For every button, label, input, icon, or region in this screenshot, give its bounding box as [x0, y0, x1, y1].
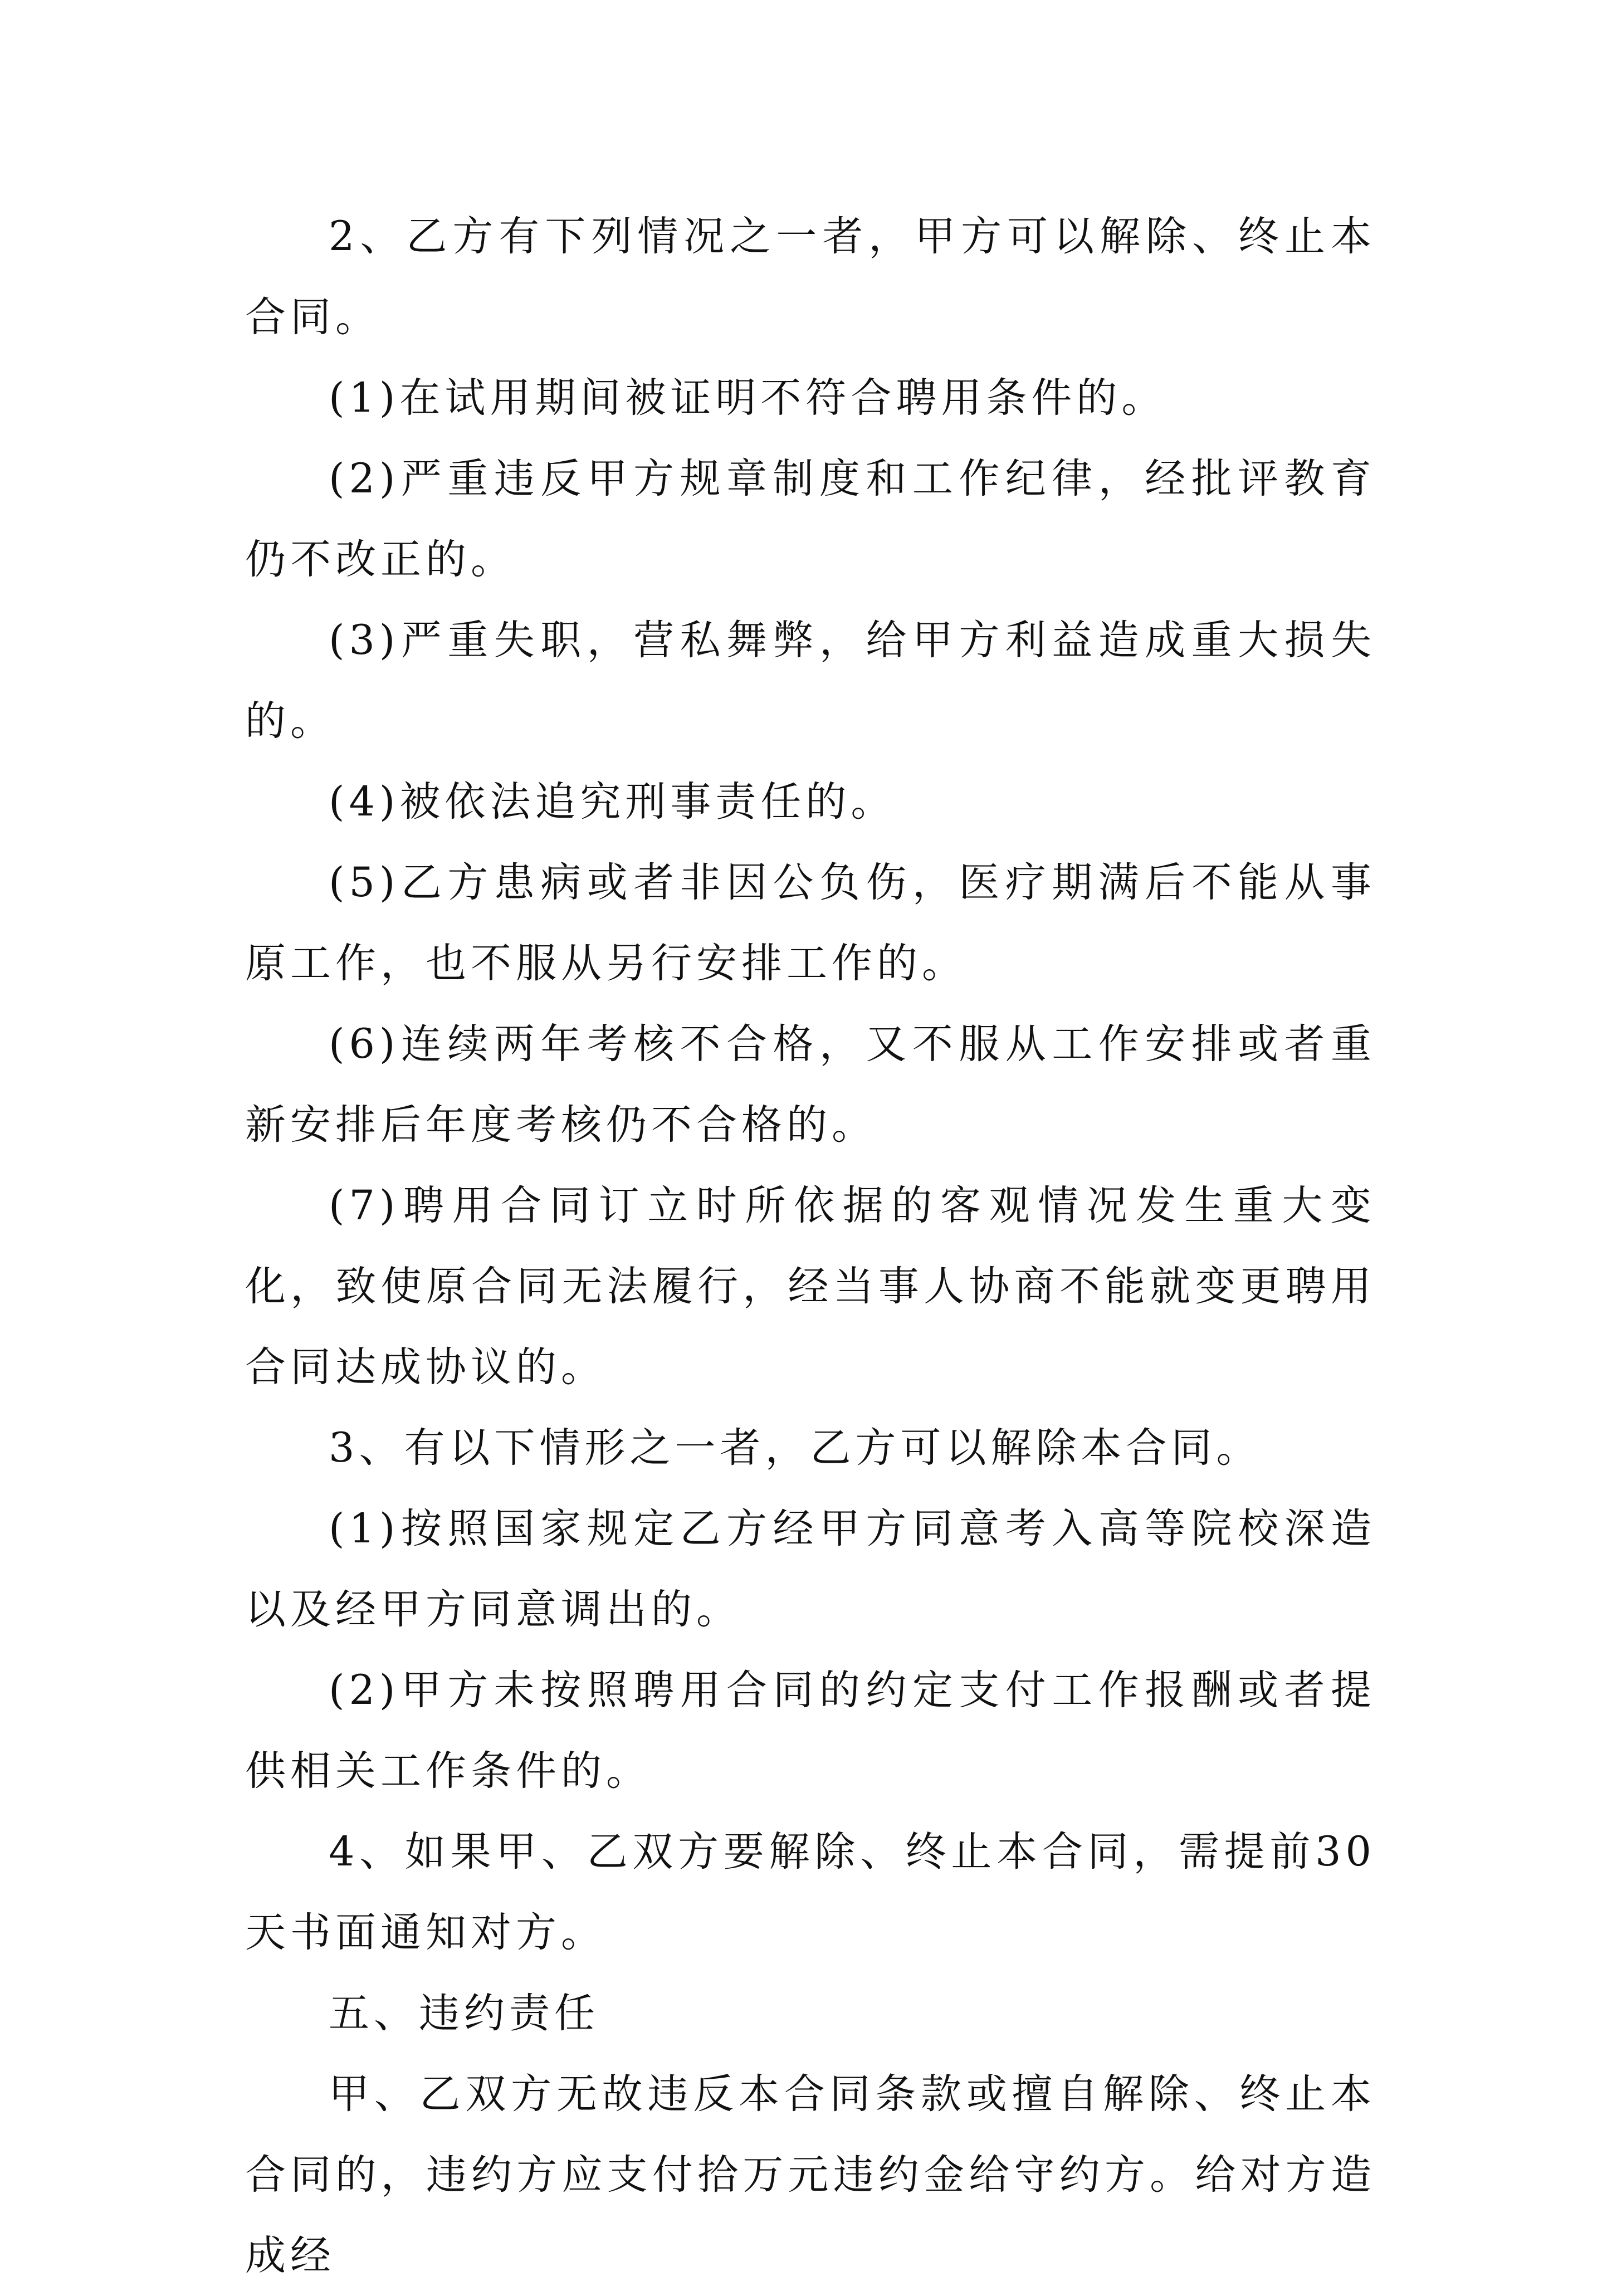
paragraph-clause-2-item-1: (1)在试用期间被证明不符合聘用条件的。: [329, 374, 1167, 422]
paragraph-liability-body: 甲、乙双方无故违反本合同条款或擅自解除、终止本合同的，违约方应支付拾万元违约金给守约方。给对方造成经: [245, 2070, 1376, 2279]
paragraph-clause-2-item-7: (7)聘用合同订立时所依据的客观情况发生重大变化，致使原合同无法履行，经当事人协商不能就变更聘用合同达成协议的。: [245, 1182, 1376, 1391]
section-heading-liability: 五、违约责任: [329, 1990, 599, 2037]
paragraph-clause-3-item-1: (1)按照国家规定乙方经甲方同意考入高等院校深造以及经甲方同意调出的。: [245, 1505, 1376, 1633]
paragraph-clause-2-item-3: (3)严重失职，营私舞弊，给甲方利益造成重大损失的。: [245, 617, 1376, 745]
paragraph-clause-3: 3、有以下情形之一者，乙方可以解除本合同。: [329, 1424, 1262, 1472]
paragraph-clause-3-item-2: (2)甲方未按照聘用合同的约定支付工作报酬或者提供相关工作条件的。: [245, 1667, 1376, 1795]
document-body: [245, 196, 1376, 2296]
paragraph-clause-4: 4、如果甲、乙双方要解除、终止本合同，需提前30天书面通知对方。: [245, 1828, 1376, 1956]
paragraph-clause-2: 2、乙方有下列情况之一者，甲方可以解除、终止本合同。: [245, 213, 1376, 341]
paragraph-clause-2-item-2: (2)严重违反甲方规章制度和工作纪律，经批评教育仍不改正的。: [245, 455, 1376, 583]
paragraph-clause-2-item-6: (6)连续两年考核不合格，又不服从工作安排或者重新安排后年度考核仍不合格的。: [245, 1020, 1376, 1149]
paragraph-clause-2-item-5: (5)乙方患病或者非因公负伤，医疗期满后不能从事原工作，也不服从另行安排工作的。: [245, 859, 1376, 987]
paragraph-clause-2-item-4: (4)被依法追究刑事责任的。: [329, 778, 896, 825]
